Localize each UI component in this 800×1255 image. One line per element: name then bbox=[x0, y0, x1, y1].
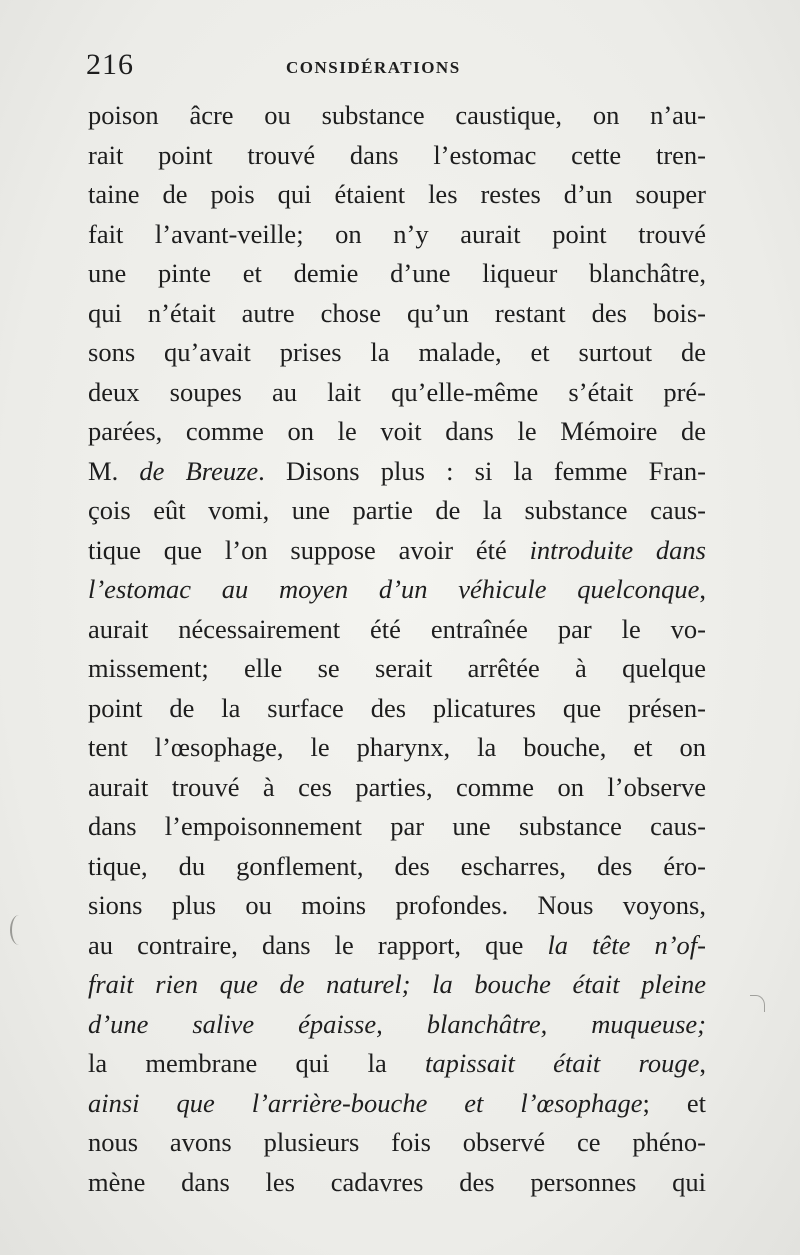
body-text bbox=[88, 96, 706, 1202]
text-line: nous avons plusieurs fois observé ce phéno- bbox=[88, 1127, 706, 1157]
text-line bbox=[88, 965, 706, 1005]
running-head: CONSIDÉRATIONS bbox=[286, 58, 461, 77]
text-line: ainsi que l’arrière-bouche et l’œsophage; et bbox=[88, 1087, 706, 1118]
text-line: au contraire, dans le rapport, que la tête n’of- bbox=[88, 929, 706, 960]
page-number: 216 bbox=[86, 48, 134, 81]
italic-quote: introduite dans bbox=[529, 534, 706, 565]
text-line: aurait trouvé à ces parties, comme on l’observe bbox=[88, 771, 706, 802]
text-line: deux soupes au lait qu’elle-même s’était pré- bbox=[88, 376, 706, 407]
text-line: aurait nécessairement été entraînée par le vo- bbox=[88, 613, 706, 644]
italic-quote: ainsi que l’arrière-bouche et l’œsophage bbox=[88, 1087, 643, 1118]
text-line: çois eût vomi, une partie de la substance caus- bbox=[88, 495, 706, 525]
text-line: sions plus ou moins profondes. Nous voyons, bbox=[88, 890, 706, 920]
text-line: la membrane qui la tapissait était rouge, bbox=[88, 1048, 706, 1078]
italic-quote: frait rien que de naturel; la bouche était pleine bbox=[88, 969, 706, 999]
italic-quote: tapissait était rouge bbox=[425, 1048, 700, 1078]
italic-name: de Breuze bbox=[139, 455, 259, 486]
margin-mark-right bbox=[750, 995, 765, 1012]
text-line: tique, du gonflement, des escharres, des éro- bbox=[88, 850, 706, 881]
text-line: rait point trouvé dans l’estomac cette tren- bbox=[88, 139, 706, 170]
text-line: dans l’empoisonnement par une substance caus- bbox=[88, 811, 706, 841]
text-line: sons qu’avait prises la malade, et surtout de bbox=[88, 337, 706, 367]
italic-quote: l’estomac au moyen d’un véhicule quelconque bbox=[88, 574, 700, 604]
text-line: fait l’avant-veille; on n’y aurait point trouvé bbox=[88, 218, 706, 249]
italic-quote: d’une salive épaisse, blanchâtre, muqueuse; bbox=[88, 1008, 706, 1039]
text-line: taine de pois qui étaient les restes d’un souper bbox=[88, 179, 706, 209]
text-line: tique que l’on suppose avoir été introduite dans bbox=[88, 534, 706, 565]
italic-quote: la tête n’of- bbox=[547, 929, 706, 960]
page-header bbox=[86, 48, 706, 88]
text-line: poison âcre ou substance caustique, on n’au- bbox=[88, 100, 706, 130]
text-line bbox=[88, 1005, 706, 1045]
text-line: point de la surface des plicatures que présen- bbox=[88, 692, 706, 723]
text-line: qui n’était autre chose qu’un restant des bois- bbox=[88, 297, 706, 328]
margin-mark-left bbox=[10, 915, 28, 945]
text-line: parées, comme on le voit dans le Mémoire de bbox=[88, 416, 706, 446]
text-line: tent l’œsophage, le pharynx, la bouche, et on bbox=[88, 732, 706, 762]
text-line: M. de Breuze. Disons plus : si la femme Fran- bbox=[88, 455, 706, 486]
text-line: mène dans les cadavres des personnes qui bbox=[88, 1166, 706, 1197]
text-line: une pinte et demie d’une liqueur blanchâtre, bbox=[88, 258, 706, 288]
text-line: missement; elle se serait arrêtée à quelque bbox=[88, 653, 706, 683]
text-line: l’estomac au moyen d’un véhicule quelconque, bbox=[88, 574, 706, 604]
